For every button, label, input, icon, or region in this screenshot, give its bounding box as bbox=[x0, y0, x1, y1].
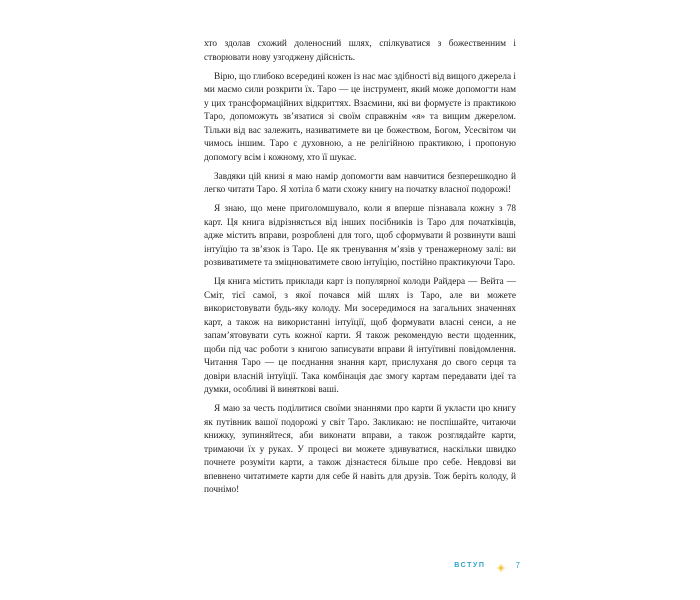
body-text bbox=[204, 38, 516, 503]
page-number: 7 bbox=[515, 560, 520, 570]
star-icon bbox=[496, 560, 506, 570]
paragraph-2: Вірю, що глибоко всередині кожен із нас має здібності від вищого джерела і ми маємо сили розкрити їх. Таро — це інструмент, який може допомогти нам у цих трансформаційних відкриттях. Взаємини, які ви формуєте із практикою Таро, допоможуть зв’язатися зі своїм справжнім «я» та вищим джерелом. Тільки від вас залежить, називатимете ви це божеством, Богом, Усесвітом чи чимось іншим. Таро є духовною, а не релігійною практикою, і пропоную допомогу всім і кожному, хто її шукає. bbox=[204, 71, 516, 163]
section-label: ВСТУП bbox=[454, 561, 486, 569]
paragraph-5: Ця книга містить приклади карт із популярної колоди Райдера — Вейта — Сміт, тієї самої, з якої почався мій шлях із Таро, але ви можете використовувати будь-яку колоду. Ми зосередимося на загальних значеннях карт, а також на використанні інтуїції, щоб формувати власні сенси, а не запам’ятовувати суть кожної карти. Я також рекомендую вести щоденник, щоби під час роботи з книгою записувати вправи й інтуїтивні повідомлення. Читання Таро — це поєднання знання карт, прислуханя до свого серця та довіри власній інтуїції. Така комбінація дає змогу картам передавати ідеї та думки, особливі й виняткові ваші. bbox=[204, 277, 516, 395]
paragraph-1: хто здолав схожий доленосний шлях, спілкуватися з божественним і створювати нову узгоджену дійсність. bbox=[204, 39, 516, 63]
page-footer bbox=[430, 557, 520, 573]
paragraph-4: Я знаю, що мене приголомшувало, коли я вперше пізнавала кожну з 78 карт. Ця книга відрізняється від інших посібників із Таро для початківців, адже містить вправи, розроблені для того, щоб сформувати й розвинути ваші інтуїцію та зв’язок із Таро. Це як тренування м’язів у тренажерному залі: ви розвиватимете та зміцнюватимете свою інтуїцію, постійно практикуючи Таро. bbox=[204, 204, 516, 268]
paragraph-6: Я маю за честь поділитися своїми знаннями про карти й укласти цю книгу як путівник вашої подорожі у світ Таро. Закликаю: не поспішайте, читаючи книжку, зупиняйтеся, аби виконати вправи, а також розглядайте карти, тримаючи їх у руках. У процесі ви можете здивуватися, наскільки швидко почнете розуміти карти, а також дізнаєтеся більше про себе. Невдовзі ви впевнено читатимете карти для себе й навіть для друзів. Тож беріть колоду, й почнімо! bbox=[204, 404, 516, 495]
paragraph-3: Завдяки цій книзі я маю намір допомогти вам навчитися безперешкодно й легко читати Таро. Я хотіла б мати схожу книгу на початку власної подорожі! bbox=[204, 171, 516, 195]
